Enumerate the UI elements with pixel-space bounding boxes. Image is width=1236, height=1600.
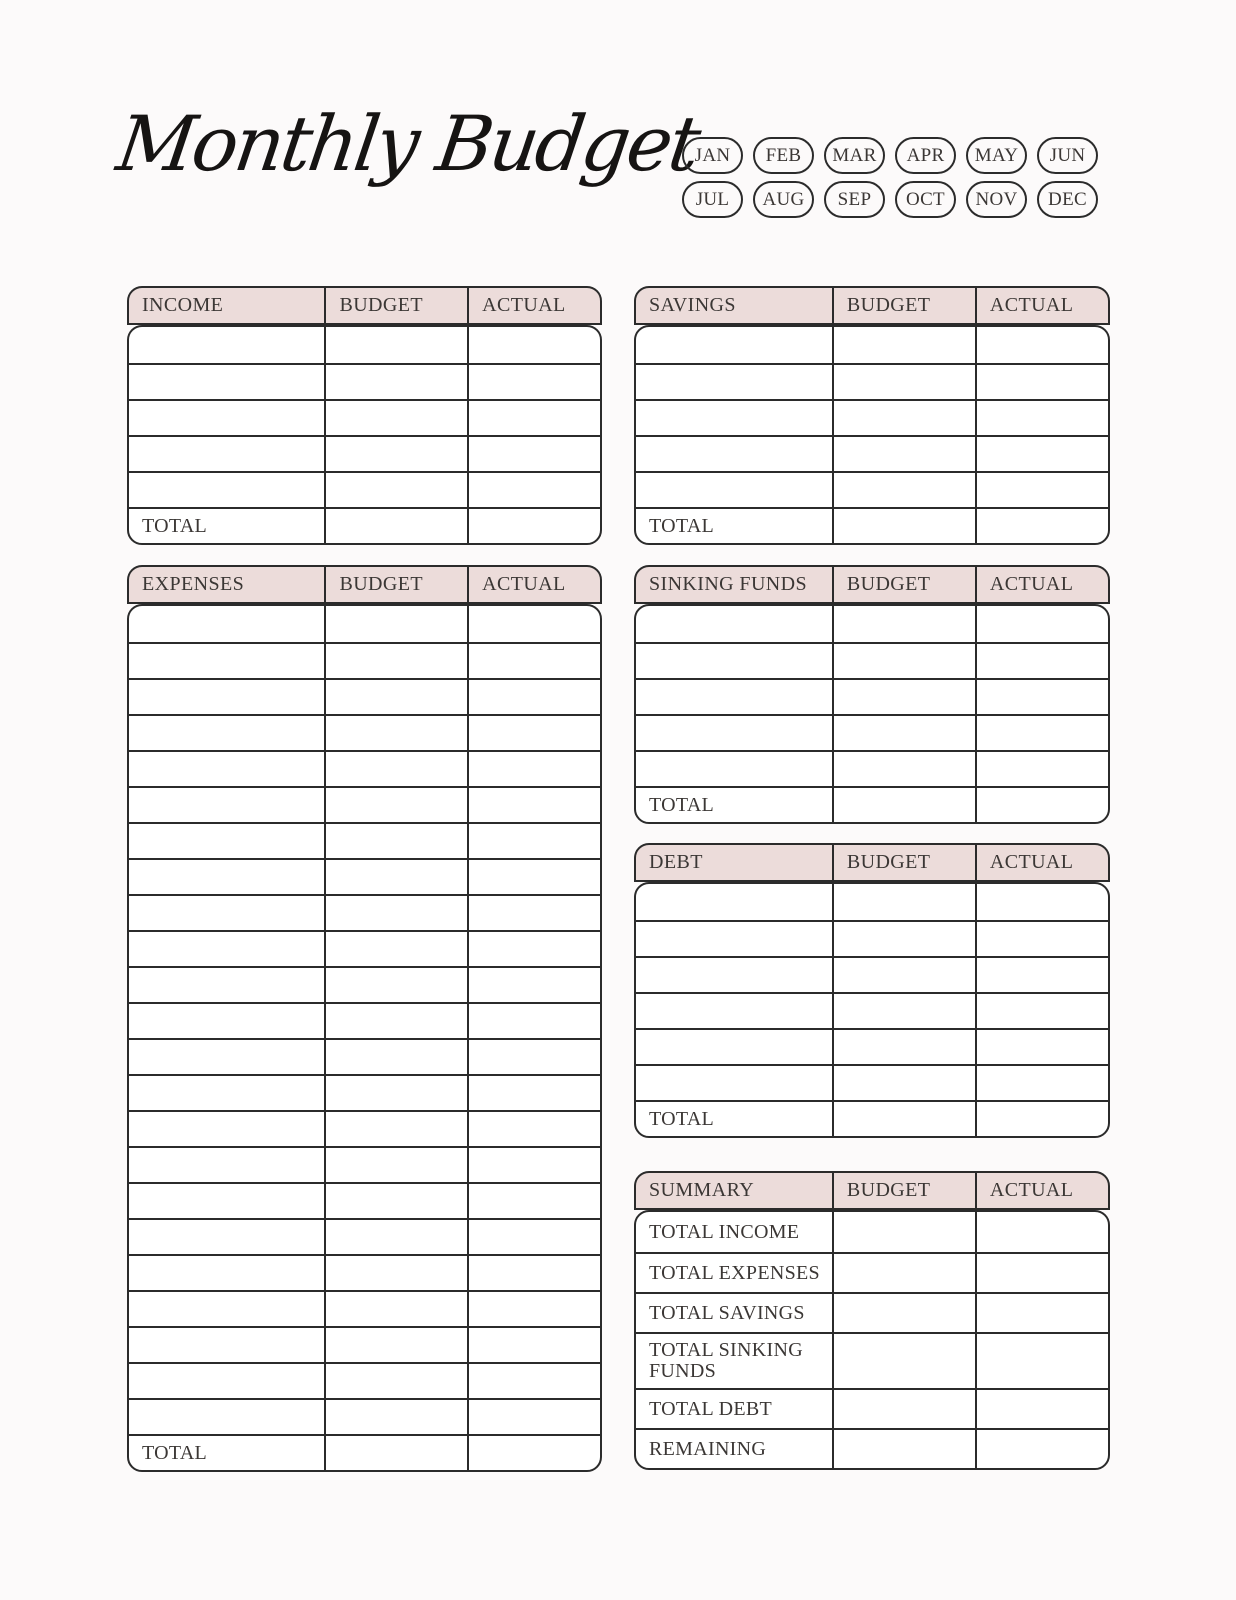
empty-item-cell [636, 437, 832, 471]
empty-actual-cell [467, 1256, 600, 1290]
empty-item-cell [129, 473, 324, 507]
empty-row [129, 894, 600, 930]
empty-row [636, 435, 1108, 471]
savings-actual-col-header: ACTUAL [975, 288, 1108, 323]
summary-actual-cell [975, 1430, 1108, 1468]
empty-actual-cell [467, 896, 600, 930]
summary-row-label: TOTAL INCOME [649, 1220, 800, 1243]
savings-table-header [634, 286, 1110, 325]
month-pill-sep[interactable]: SEP [824, 181, 885, 218]
summary-budget-cell [832, 1212, 975, 1252]
empty-row [636, 606, 1108, 642]
summary-title: SUMMARY [649, 1179, 755, 1201]
empty-actual-cell [467, 716, 600, 750]
empty-item-cell [129, 1148, 324, 1182]
debt-budget-col-header: BUDGET [832, 845, 975, 880]
summary-budget-cell [832, 1254, 975, 1292]
empty-budget-cell [324, 752, 467, 786]
empty-actual-cell [467, 473, 600, 507]
expenses-table [127, 565, 602, 1472]
debt-title: DEBT [649, 851, 703, 873]
income-title: INCOME [142, 294, 224, 316]
expenses-total-label: TOTAL [142, 1441, 208, 1464]
empty-row [129, 750, 600, 786]
expenses-total-budget-cell [324, 1436, 467, 1470]
summary-table [634, 1171, 1110, 1470]
empty-actual-cell [467, 644, 600, 678]
expenses-table-header [127, 565, 602, 604]
income-total-actual-cell [467, 509, 600, 543]
empty-actual-cell [467, 365, 600, 399]
expenses-total-actual-cell [467, 1436, 600, 1470]
income-actual-col-header: ACTUAL [467, 288, 600, 323]
empty-actual-cell [467, 1292, 600, 1326]
summary-row-total-income [636, 1212, 1108, 1252]
empty-actual-cell [467, 1076, 600, 1110]
empty-budget-cell [832, 473, 975, 507]
summary-row-total-sinking-funds [636, 1332, 1108, 1388]
empty-budget-cell [324, 860, 467, 894]
empty-row [129, 1002, 600, 1038]
empty-row [129, 471, 600, 507]
empty-actual-cell [467, 1328, 600, 1362]
empty-item-cell [636, 958, 832, 992]
empty-budget-cell [832, 327, 975, 363]
empty-actual-cell [467, 437, 600, 471]
summary-budget-cell [832, 1390, 975, 1428]
empty-row [636, 363, 1108, 399]
empty-budget-cell [324, 473, 467, 507]
empty-item-cell [129, 644, 324, 678]
empty-item-cell [129, 716, 324, 750]
empty-actual-cell [975, 401, 1108, 435]
empty-item-cell [636, 473, 832, 507]
summary-actual-cell [975, 1212, 1108, 1252]
debt-table-body [634, 882, 1110, 1138]
summary-row-label: TOTAL SINKING FUNDS [649, 1339, 803, 1382]
savings-total-row [636, 507, 1108, 543]
empty-row [636, 471, 1108, 507]
empty-budget-cell [324, 968, 467, 1002]
summary-row-label: TOTAL SAVINGS [649, 1301, 805, 1324]
empty-budget-cell [832, 365, 975, 399]
empty-row [129, 786, 600, 822]
month-pill-oct[interactable]: OCT [895, 181, 956, 218]
empty-row [129, 606, 600, 642]
month-pill-feb[interactable]: FEB [753, 137, 814, 174]
summary-row-label: TOTAL DEBT [649, 1397, 773, 1420]
empty-item-cell [129, 1328, 324, 1362]
empty-item-cell [129, 788, 324, 822]
empty-row [129, 1326, 600, 1362]
empty-budget-cell [324, 1184, 467, 1218]
empty-item-cell [129, 606, 324, 642]
empty-budget-cell [324, 896, 467, 930]
sinking-funds-total-budget-cell [832, 788, 975, 822]
empty-item-cell [129, 752, 324, 786]
empty-actual-cell [467, 1220, 600, 1254]
empty-actual-cell [467, 606, 600, 642]
empty-budget-cell [324, 1364, 467, 1398]
debt-table [634, 843, 1110, 1138]
empty-item-cell [636, 994, 832, 1028]
month-selector [682, 137, 1098, 218]
empty-actual-cell [467, 788, 600, 822]
month-pill-aug[interactable]: AUG [753, 181, 814, 218]
debt-total-row [636, 1100, 1108, 1136]
empty-actual-cell [467, 1040, 600, 1074]
empty-row [636, 642, 1108, 678]
empty-actual-cell [467, 752, 600, 786]
debt-table-header [634, 843, 1110, 882]
empty-item-cell [129, 1184, 324, 1218]
summary-table-header [634, 1171, 1110, 1210]
empty-item-cell [129, 1004, 324, 1038]
empty-item-cell [129, 1220, 324, 1254]
empty-actual-cell [467, 1184, 600, 1218]
summary-row-total-debt [636, 1388, 1108, 1428]
income-table [127, 286, 602, 545]
debt-total-label: TOTAL [649, 1107, 715, 1130]
empty-actual-cell [975, 437, 1108, 471]
empty-item-cell [636, 716, 832, 750]
empty-row [636, 992, 1108, 1028]
empty-budget-cell [324, 1112, 467, 1146]
empty-item-cell [636, 644, 832, 678]
empty-row [129, 822, 600, 858]
empty-item-cell [129, 1364, 324, 1398]
empty-row [129, 642, 600, 678]
summary-row-total-expenses [636, 1252, 1108, 1292]
empty-item-cell [636, 884, 832, 920]
summary-row-total-savings [636, 1292, 1108, 1332]
empty-actual-cell [467, 968, 600, 1002]
empty-budget-cell [324, 1040, 467, 1074]
summary-budget-cell [832, 1430, 975, 1468]
summary-actual-cell [975, 1334, 1108, 1388]
empty-budget-cell [832, 1030, 975, 1064]
sinking-funds-title: SINKING FUNDS [649, 573, 807, 595]
empty-budget-cell [832, 994, 975, 1028]
empty-item-cell [636, 365, 832, 399]
page-title: Monthly Budget [111, 99, 704, 188]
sinking-funds-table-body [634, 604, 1110, 824]
empty-row [636, 956, 1108, 992]
empty-item-cell [129, 365, 324, 399]
empty-actual-cell [975, 884, 1108, 920]
summary-row-label: REMAINING [649, 1437, 767, 1460]
empty-budget-cell [832, 401, 975, 435]
sinking-funds-table-header [634, 565, 1110, 604]
empty-budget-cell [324, 1220, 467, 1254]
empty-budget-cell [324, 1292, 467, 1326]
empty-row [129, 1038, 600, 1074]
empty-budget-cell [324, 788, 467, 822]
empty-actual-cell [975, 1066, 1108, 1100]
income-total-row [129, 507, 600, 543]
empty-row [129, 1110, 600, 1146]
empty-actual-cell [975, 606, 1108, 642]
empty-actual-cell [467, 1400, 600, 1434]
income-table-body [127, 325, 602, 545]
empty-item-cell [129, 968, 324, 1002]
summary-actual-cell [975, 1254, 1108, 1292]
empty-item-cell [129, 680, 324, 714]
empty-actual-cell [975, 644, 1108, 678]
empty-actual-cell [975, 958, 1108, 992]
empty-row [636, 1028, 1108, 1064]
empty-row [636, 884, 1108, 920]
empty-row [129, 1218, 600, 1254]
empty-item-cell [129, 1400, 324, 1434]
empty-item-cell [129, 1076, 324, 1110]
month-pill-nov[interactable]: NOV [966, 181, 1027, 218]
empty-item-cell [129, 896, 324, 930]
summary-row-remaining [636, 1428, 1108, 1468]
empty-row [129, 1362, 600, 1398]
savings-table [634, 286, 1110, 545]
debt-total-actual-cell [975, 1102, 1108, 1136]
empty-actual-cell [975, 365, 1108, 399]
empty-row [129, 1254, 600, 1290]
empty-budget-cell [324, 824, 467, 858]
savings-total-budget-cell [832, 509, 975, 543]
empty-budget-cell [832, 437, 975, 471]
empty-actual-cell [467, 824, 600, 858]
summary-table-body [634, 1210, 1110, 1470]
empty-budget-cell [324, 1004, 467, 1038]
empty-row [129, 930, 600, 966]
summary-budget-col-header: BUDGET [832, 1173, 975, 1208]
month-pill-apr[interactable]: APR [895, 137, 956, 174]
month-pill-jan[interactable]: JAN [682, 137, 743, 174]
expenses-total-row [129, 1434, 600, 1470]
month-pill-may[interactable]: MAY [966, 137, 1027, 174]
summary-row-label: TOTAL EXPENSES [649, 1261, 820, 1284]
empty-budget-cell [324, 1256, 467, 1290]
empty-budget-cell [324, 437, 467, 471]
empty-budget-cell [832, 606, 975, 642]
empty-budget-cell [832, 752, 975, 786]
empty-row [129, 678, 600, 714]
empty-budget-cell [324, 716, 467, 750]
summary-actual-cell [975, 1390, 1108, 1428]
empty-row [129, 858, 600, 894]
empty-budget-cell [832, 958, 975, 992]
income-table-header [127, 286, 602, 325]
empty-actual-cell [975, 473, 1108, 507]
empty-row [129, 399, 600, 435]
empty-row [129, 435, 600, 471]
empty-actual-cell [467, 1364, 600, 1398]
empty-budget-cell [324, 606, 467, 642]
month-pill-jun[interactable]: JUN [1037, 137, 1098, 174]
empty-budget-cell [324, 1148, 467, 1182]
empty-row [636, 714, 1108, 750]
empty-item-cell [129, 932, 324, 966]
summary-actual-col-header: ACTUAL [975, 1173, 1108, 1208]
month-pill-jul[interactable]: JUL [682, 181, 743, 218]
income-total-budget-cell [324, 509, 467, 543]
empty-item-cell [129, 327, 324, 363]
empty-item-cell [129, 1112, 324, 1146]
empty-budget-cell [832, 644, 975, 678]
empty-item-cell [636, 401, 832, 435]
empty-budget-cell [832, 922, 975, 956]
debt-total-budget-cell [832, 1102, 975, 1136]
empty-budget-cell [832, 680, 975, 714]
empty-row [129, 966, 600, 1002]
sinking-funds-total-row [636, 786, 1108, 822]
empty-budget-cell [324, 327, 467, 363]
empty-row [636, 678, 1108, 714]
empty-row [129, 1182, 600, 1218]
empty-budget-cell [324, 932, 467, 966]
empty-budget-cell [324, 680, 467, 714]
savings-total-actual-cell [975, 509, 1108, 543]
sinking-funds-total-label: TOTAL [649, 793, 715, 816]
empty-row [129, 1146, 600, 1182]
empty-row [129, 1398, 600, 1434]
empty-budget-cell [832, 884, 975, 920]
empty-row [636, 920, 1108, 956]
empty-item-cell [636, 606, 832, 642]
empty-actual-cell [975, 1030, 1108, 1064]
income-budget-col-header: BUDGET [324, 288, 467, 323]
empty-item-cell [129, 824, 324, 858]
empty-row [129, 327, 600, 363]
empty-actual-cell [975, 327, 1108, 363]
sinking-funds-total-actual-cell [975, 788, 1108, 822]
empty-item-cell [636, 922, 832, 956]
empty-item-cell [129, 401, 324, 435]
empty-actual-cell [975, 680, 1108, 714]
empty-row [636, 750, 1108, 786]
empty-row [636, 327, 1108, 363]
expenses-table-body [127, 604, 602, 1472]
empty-budget-cell [324, 401, 467, 435]
empty-actual-cell [975, 922, 1108, 956]
empty-actual-cell [975, 752, 1108, 786]
empty-item-cell [636, 680, 832, 714]
empty-budget-cell [832, 1066, 975, 1100]
empty-item-cell [636, 1066, 832, 1100]
empty-actual-cell [467, 327, 600, 363]
month-pill-dec[interactable]: DEC [1037, 181, 1098, 218]
expenses-actual-col-header: ACTUAL [467, 567, 600, 602]
empty-row [129, 714, 600, 750]
empty-item-cell [636, 1030, 832, 1064]
empty-budget-cell [324, 1076, 467, 1110]
empty-budget-cell [832, 716, 975, 750]
debt-actual-col-header: ACTUAL [975, 845, 1108, 880]
empty-actual-cell [467, 1004, 600, 1038]
empty-actual-cell [467, 680, 600, 714]
empty-actual-cell [467, 1112, 600, 1146]
empty-budget-cell [324, 1328, 467, 1362]
empty-budget-cell [324, 644, 467, 678]
empty-actual-cell [467, 860, 600, 894]
empty-item-cell [636, 752, 832, 786]
sinking-funds-actual-col-header: ACTUAL [975, 567, 1108, 602]
expenses-title: EXPENSES [142, 573, 245, 595]
savings-total-label: TOTAL [649, 514, 715, 537]
summary-budget-cell [832, 1334, 975, 1388]
empty-row [636, 1064, 1108, 1100]
empty-item-cell [636, 327, 832, 363]
income-total-label: TOTAL [142, 514, 208, 537]
savings-title: SAVINGS [649, 294, 736, 316]
empty-item-cell [129, 437, 324, 471]
savings-table-body [634, 325, 1110, 545]
empty-actual-cell [467, 401, 600, 435]
empty-row [636, 399, 1108, 435]
empty-budget-cell [324, 365, 467, 399]
empty-row [129, 363, 600, 399]
empty-item-cell [129, 1292, 324, 1326]
empty-item-cell [129, 1040, 324, 1074]
month-pill-mar[interactable]: MAR [824, 137, 885, 174]
empty-item-cell [129, 1256, 324, 1290]
empty-item-cell [129, 860, 324, 894]
empty-row [129, 1290, 600, 1326]
expenses-budget-col-header: BUDGET [324, 567, 467, 602]
empty-actual-cell [467, 1148, 600, 1182]
summary-actual-cell [975, 1294, 1108, 1332]
savings-budget-col-header: BUDGET [832, 288, 975, 323]
summary-budget-cell [832, 1294, 975, 1332]
empty-actual-cell [467, 932, 600, 966]
empty-row [129, 1074, 600, 1110]
sinking-funds-table [634, 565, 1110, 824]
empty-actual-cell [975, 716, 1108, 750]
sinking-funds-budget-col-header: BUDGET [832, 567, 975, 602]
empty-actual-cell [975, 994, 1108, 1028]
empty-budget-cell [324, 1400, 467, 1434]
